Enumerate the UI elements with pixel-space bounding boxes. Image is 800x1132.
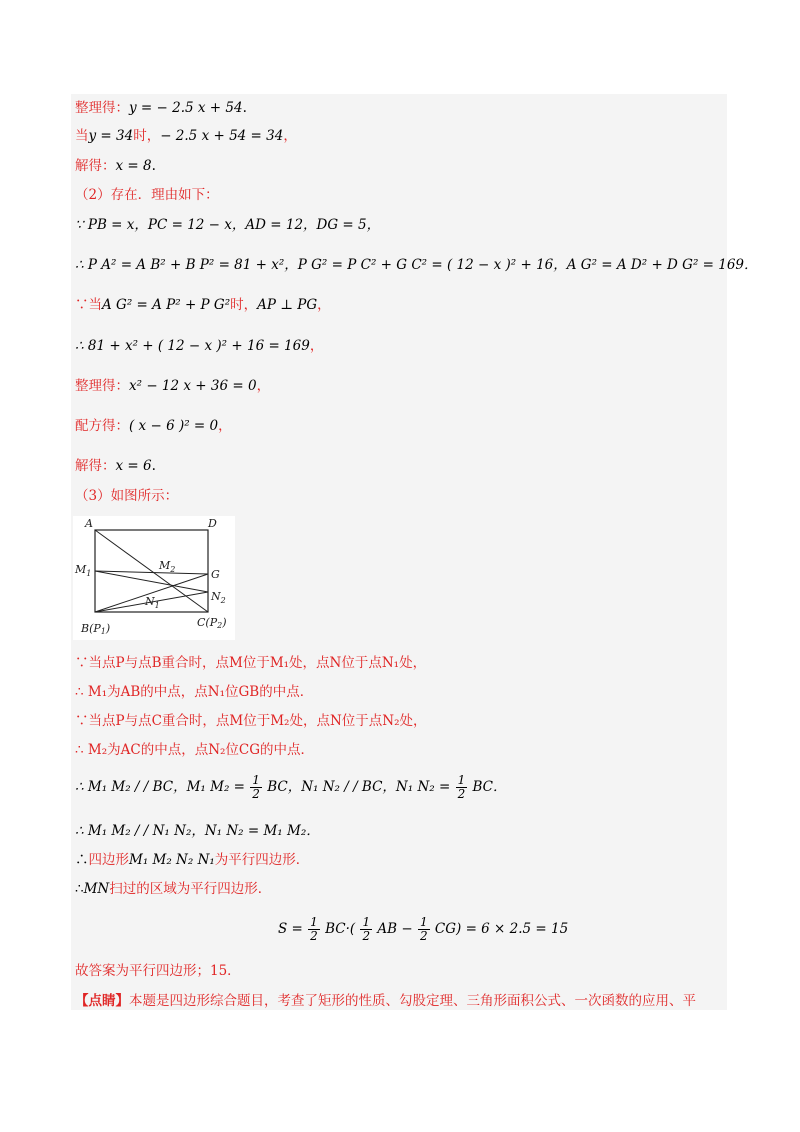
line-8: ∴ 81 + x² + ( 12 − x )² + 16 = 169， (75, 338, 324, 354)
fraction-half: $\frac{1}{2}$ (252, 773, 260, 801)
line-18: ∴ M₁ M₂ / / N₁ N₂，N₁ N₂ = M₁ M₂． (75, 823, 320, 839)
diagram-svg (73, 516, 235, 640)
line-23-comment: 【点睛】本题是四边形综合题目，考查了矩形的性质、勾股定理、三角形面积公式、一次函数的应用、平 (75, 993, 696, 1009)
line-9: 整理得：x² − 12 x + 36 = 0， (75, 378, 271, 394)
fraction-half: $\frac{1}{2}$ (457, 773, 466, 801)
line-5: ∵ PB = x，PC = 12 − x，AD = 12，DG = 5， (75, 217, 381, 233)
line-17: ∴ M₁ M₂ / / BC，M₁ M₂ = $\frac{1}{2}$ BC，N₁ N₂ / / BC，N₁ N₂ = $\frac{1}{2}$ BC． (75, 773, 507, 801)
line-4: （2）存在．理由如下： (75, 187, 219, 203)
label-b: B(P1) (81, 622, 111, 636)
rectangle-diagram (73, 516, 235, 640)
line-13: ∵当点P与点B重合时，点M位于M₁处，点N位于点N₁处， (75, 655, 427, 671)
label-n2: $N_2$ (211, 590, 226, 605)
label-g: G (211, 568, 220, 581)
fraction-half: $\frac{1}{2}$ (310, 915, 318, 943)
line-22-answer: 故答案为平行四边形；15． (75, 963, 241, 979)
line-3: 解得：x = 8. (75, 158, 156, 174)
line-7: ∵当A G² = A P² + P G²时，AP ⊥ PG， (75, 297, 331, 313)
line-1: 整理得：y = − 2.5 x + 54. (75, 100, 247, 116)
label-d: D (208, 517, 217, 530)
label-c: C(P2) (197, 616, 227, 630)
label-m2: $M_2$ (159, 559, 176, 574)
line-16: ∴ M₂为AC的中点，点N₂位CG的中点． (75, 742, 315, 758)
line-11: 解得：x = 6. (75, 458, 156, 474)
line-21-area-formula: S = $\frac{1}{2}$ BC·( $\frac{1}{2}$ AB − $\frac{1}{2}$ CG) = 6 × 2.5 = 15 (278, 915, 569, 943)
label-a: A (85, 517, 93, 530)
label-n1: $N_1$ (145, 595, 160, 610)
line-14: ∴ M₁为AB的中点，点N₁位GB的中点． (75, 684, 314, 700)
line-15: ∵当点P与点C重合时，点M位于M₂处，点N位于点N₂处， (75, 713, 427, 729)
line-19: ∴四边形M₁ M₂ N₂ N₁为平行四边形． (75, 852, 310, 868)
line-2: 当y = 34时，− 2.5 x + 54 = 34， (75, 128, 297, 144)
segment-m1-n2 (95, 571, 208, 592)
line-20: ∴MN扫过的区域为平行四边形． (75, 881, 272, 897)
fraction-half: $\frac{1}{2}$ (362, 915, 371, 943)
line-10: 配方得：( x − 6 )² = 0， (75, 418, 232, 434)
label-m1: $M_1$ (75, 563, 92, 578)
fraction-half: $\frac{1}{2}$ (419, 915, 428, 943)
line-12: （3）如图所示： (75, 488, 179, 504)
line-6: ∴ P A² = A B² + B P² = 81 + x²，P G² = P C² + G C² = ( 12 − x )² + 16，A G² = A D² + D G² = 169． (75, 257, 758, 273)
